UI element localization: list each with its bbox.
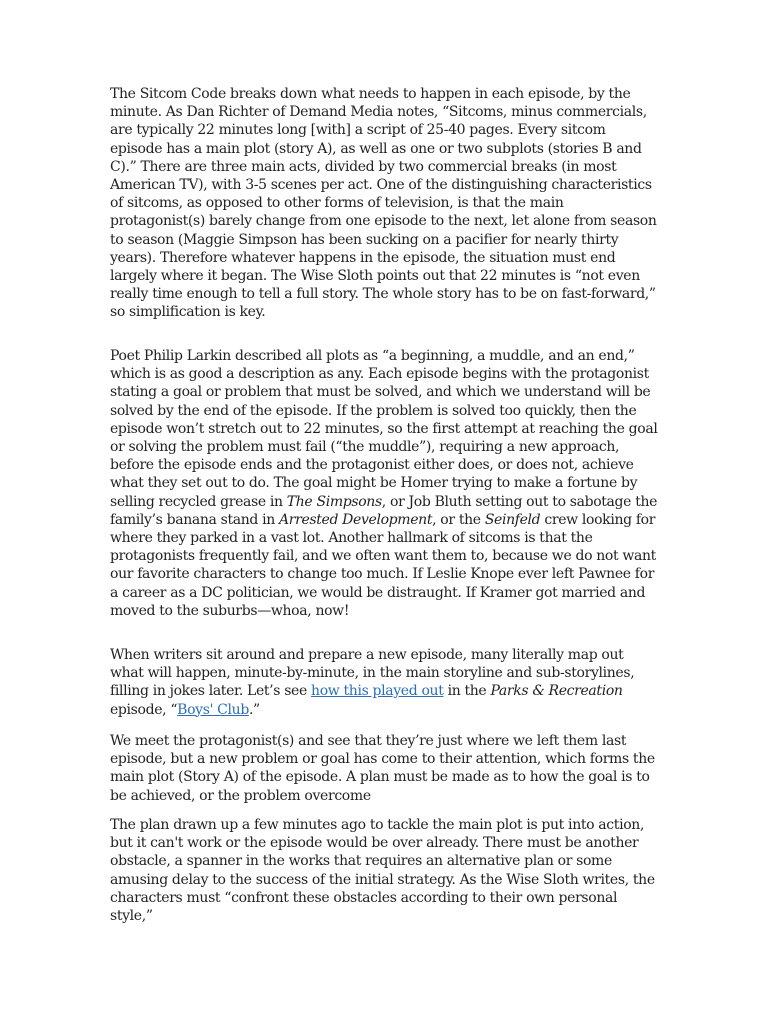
paragraph-text: Poet Philip Larkin described all plots as “a beginning, a muddle, and an end,” which is as good a description as any. Each episode begins with the protagonist stating a goal or problem that must be solved, and which we understand will be solved by the end of the episode. If the problem is solved too quickly, then the episode won’t stretch out to 22 minutes, so the first attempt at reaching the goal or solving the problem must fail (“the muddle”), requiring a new approach, before the episode ends and the protagonist either does, or does not, achieve what they set out to do. The goal might be Homer trying to make a fortune by selling recycled grease in	[110, 348, 658, 510]
show-title-parks-recreation: Parks & Recreation	[490, 683, 623, 700]
paragraph-text: in the	[443, 683, 491, 700]
paragraph-meet-protagonist: We meet the protagonist(s) and see that they’re just where we left them last episode, but a new problem or goal has come to their attention, which forms the main plot (Story A) of the episode. A plan must be made as to how the goal is to be achieved, or the problem overcome	[110, 733, 655, 804]
paragraph-text: episode, “	[110, 701, 178, 718]
paragraph-sitcom-code: The Sitcom Code breaks down what needs to happen in each episode, by the minute. As Dan Richter of Demand Media notes, “Sitcoms, minus commercials, are typically 22 minutes long [with] a script of 25-40 pages. Every sitcom episode has a main plot (story A), as well as one or two subplots (stories B and C).” There are three main acts, divided by two commercial breaks (in most American TV), with 3-5 scenes per act. One of the distinguishing characteristics of sitcoms, as opposed to other forms of television, is that the main protagonist(s) barely change from one episode to the next, let alone from season to season (Maggie Simpson has been sucking on a pacifier for nearly thirty years). Therefore whatever happens in the episode, the situation must end largely where it began. The Wise Sloth points out that 22 minutes is “not even really time enough to tell a full story. The whole story has to be on fast-forward,” so simplification is key.	[110, 86, 657, 321]
paragraph-text: When writers sit around and prepare a new episode, many literally map out what will happen, minute-by-minute, in the main storyline and sub-storylines, filling in jokes later. Let’s see	[110, 647, 635, 700]
paragraph-writers-map	[110, 646, 658, 719]
paragraph-text: .”	[248, 701, 260, 718]
how-this-played-out-link[interactable]: how this played out	[311, 683, 444, 700]
paragraph-plan-drawn-up: The plan drawn up a few minutes ago to tackle the main plot is put into action, but it can't work or the episode would be over already. There must be another obstacle, a spanner in the works that requires an alternative plan or some amusing delay to the success of the initial strategy. As the Wise Sloth writes, the characters must “confront these obstacles according to their own personal style,”	[110, 817, 655, 925]
paragraph-larkin-plots	[110, 347, 658, 620]
show-title-simpsons: The Simpsons	[286, 493, 382, 510]
show-title-arrested-development: Arrested Development	[279, 511, 433, 528]
paragraph-text: , or the	[432, 511, 485, 528]
show-title-seinfeld: Seinfeld	[484, 511, 541, 528]
paragraph-text: crew looking for where they parked in a vast lot. Another hallmark of sitcoms is that the protagonists frequently fail, and we often want them to, because we do not want our favorite characters to change too much. If Leslie Knope ever left Pawnee for a career as a DC politician, we would be distraught. If Kramer got married and moved to the suburbs—whoa, now!	[110, 511, 656, 619]
paragraph-text: , or Job Bluth setting out to sabotage the family’s banana stand in	[110, 493, 658, 528]
boys-club-link[interactable]: Boys' Club	[177, 701, 249, 718]
